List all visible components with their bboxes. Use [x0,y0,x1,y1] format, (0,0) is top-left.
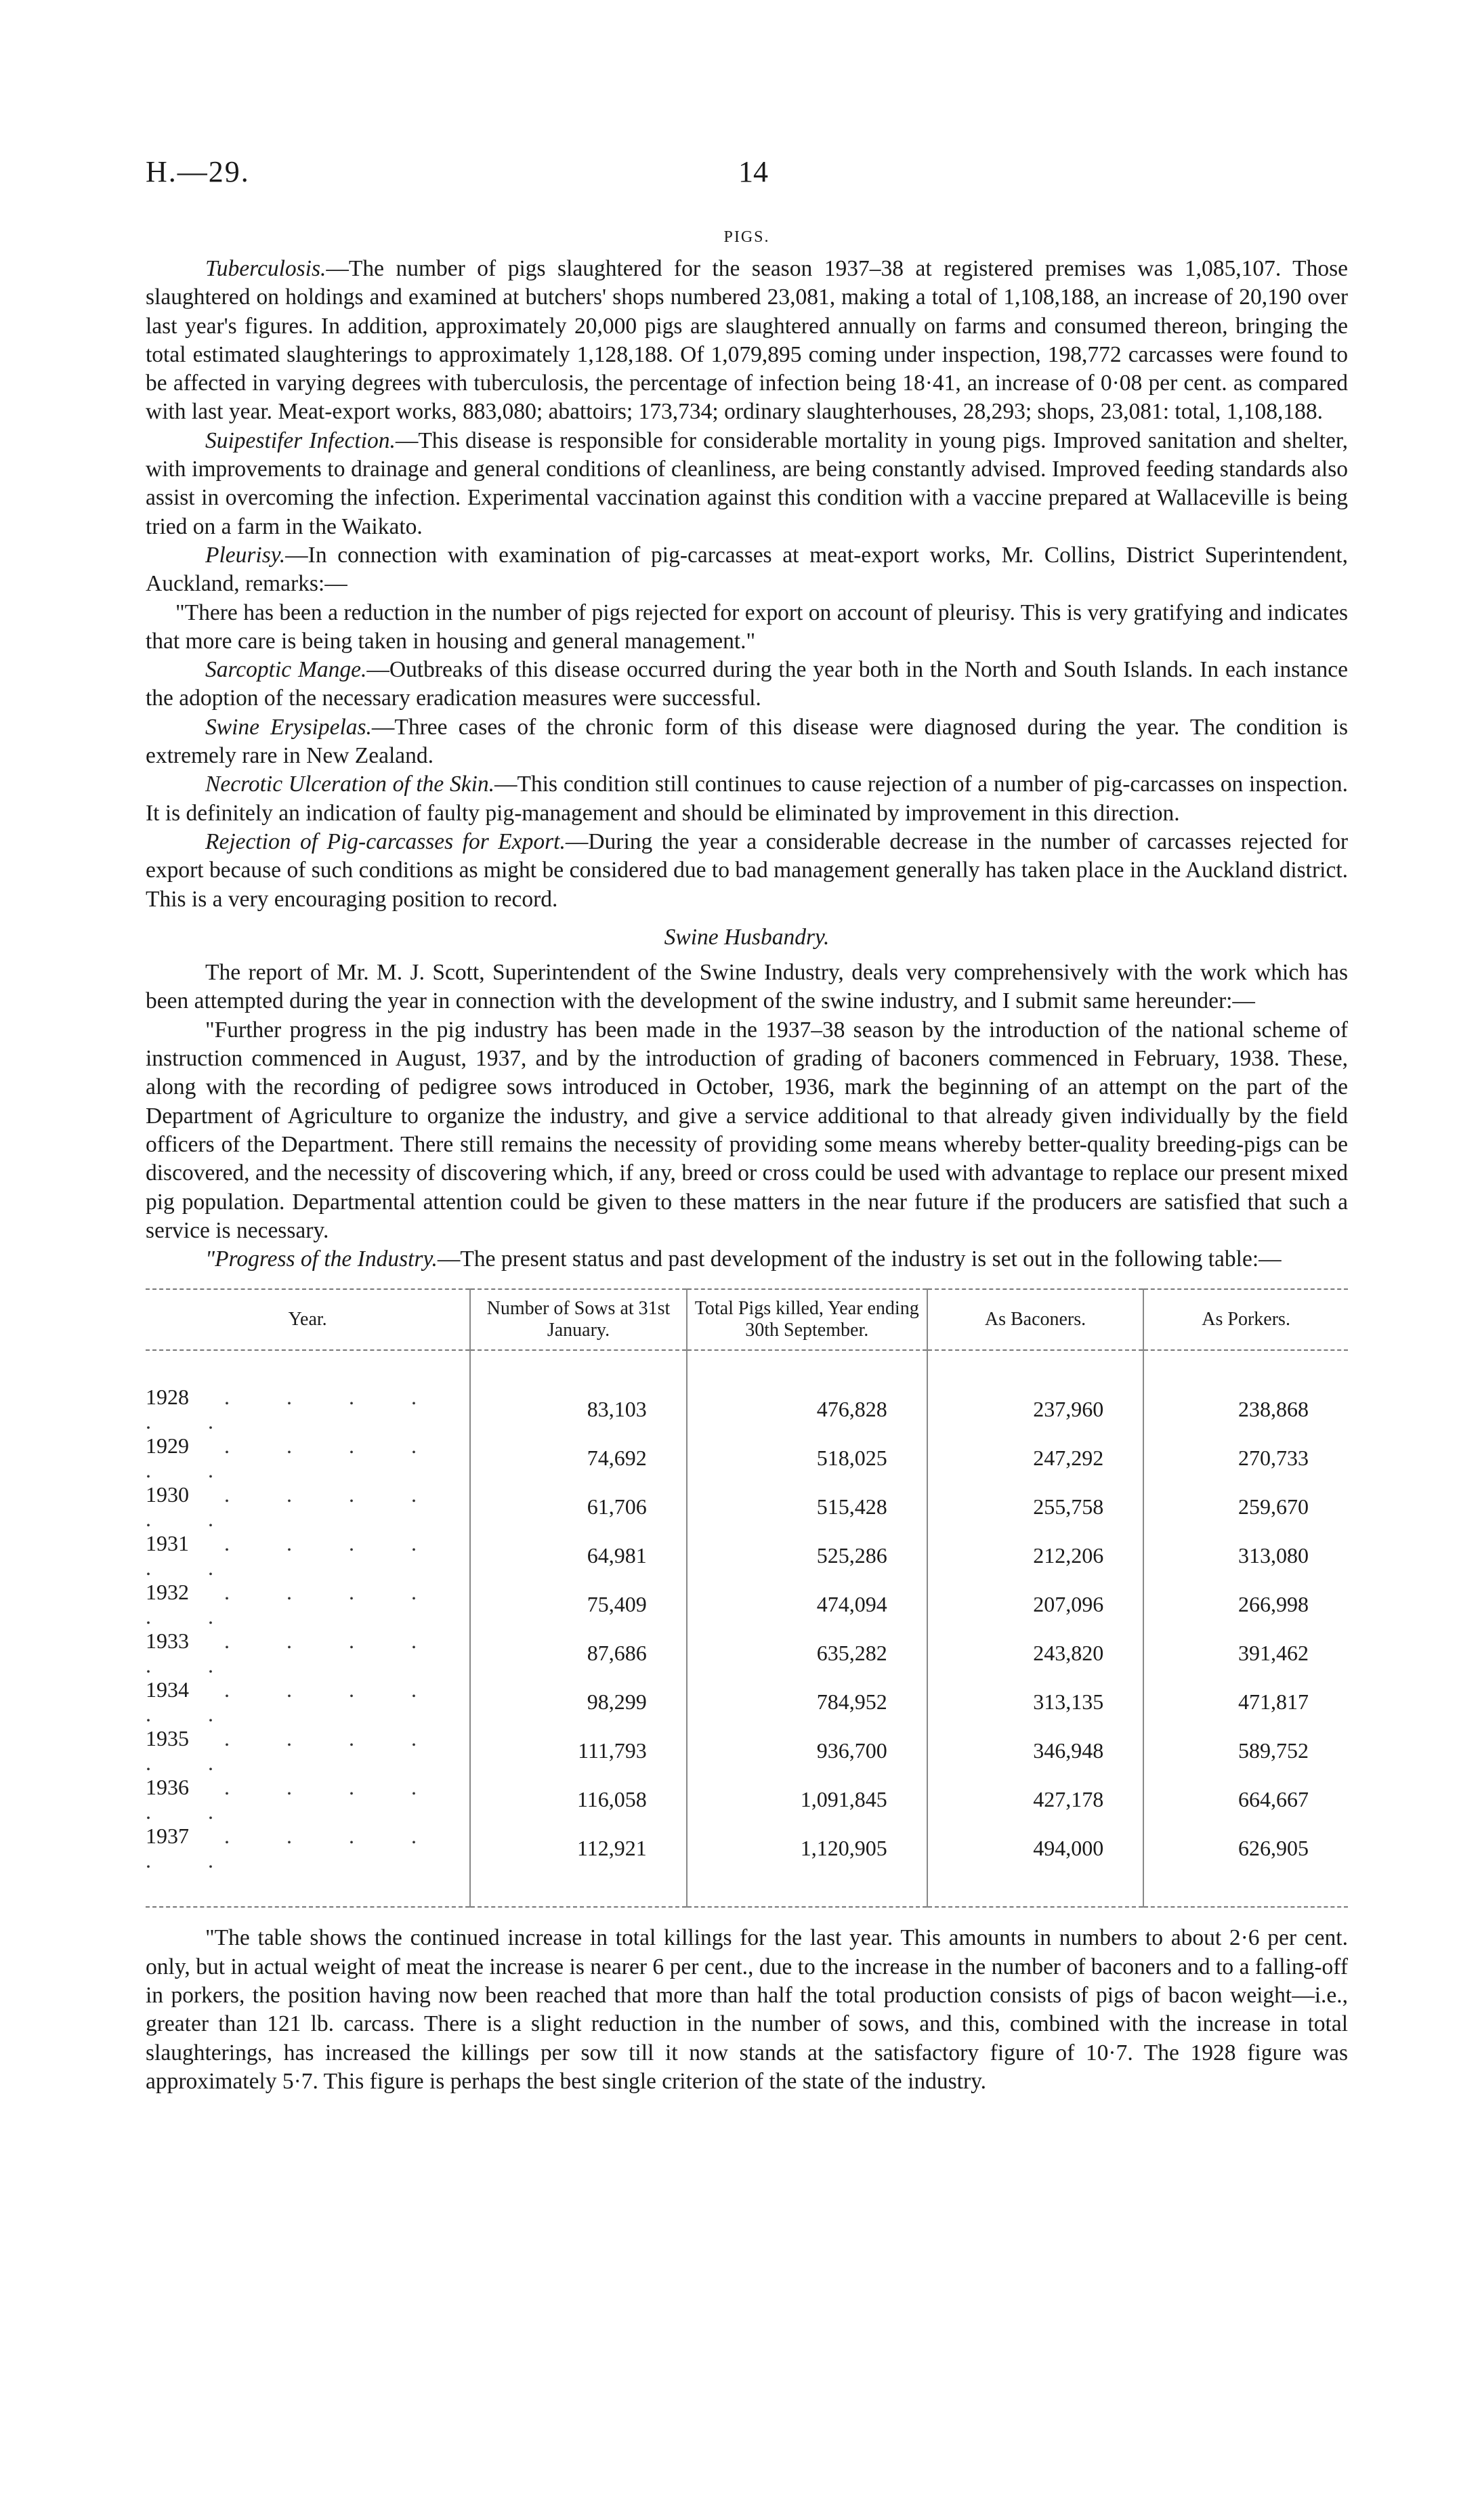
cell-year [146,1580,470,1629]
table-row [146,1726,1348,1775]
cell-baconers: 346,948 [927,1726,1144,1775]
column-header-year: Year. [146,1289,470,1350]
cell-year [146,1433,470,1482]
paragraph-pleurisy [146,541,1348,599]
table-row [146,1531,1348,1580]
cell-porkers: 313,080 [1143,1531,1348,1580]
cell-total-killed: 518,025 [687,1433,927,1482]
paragraph-text: —The number of pigs slaughtered for the season 1937–38 at registered premises was 1,085,107. Those slaughtered on holdings and examined at butchers' shops numbered 23,081, making a total of 1,108,188, an increase of 20,190 over last year's figures. In addition, approximately 20,000 pigs are slaughtered annually on farms and consumed thereon, bringing the total estimated slaughterings to approximately 1,128,188. Of 1,079,895 coming under inspection, 198,772 carcasses were found to be affected in varying degrees with tuberculosis, the percentage of infection being 18·41, an increase of 0·08 per cent. as compared with last year. Meat-export works, 883,080; abattoirs; 173,734; ordinary slaughterhouses, 28,293; shops, 23,081: total, 1,108,188. [146,256,1348,425]
closing-paragraph: "The table shows the continued increase in total killings for the last year. This amounts in numbers to about 2·6 per cent. only, but in actual weight of meat the increase is nearer 6 per cent., due to the increase in the number of baconers and to a falling-off in porkers, the position having now been reached that more than half the total production consists of pigs of bacon weight—i.e., greater than 121 lb. carcass. There is a slight reduction in the number of sows, and this, combined with the increase in total slaughterings, has increased the killings per sow till it now stands at the satisfactory figure of 10·7. The 1928 figure was approximately 5·7. This figure is perhaps the best single criterion of the state of the industry. [146,1925,1348,2094]
year-value: 1935 [146,1726,189,1751]
table-row [146,1824,1348,1872]
cell-sows: 112,921 [470,1824,687,1872]
cell-porkers: 391,462 [1143,1629,1348,1677]
paragraph-tuberculosis [146,255,1348,427]
table-row [146,1433,1348,1482]
year-value: 1928 [146,1385,189,1410]
paragraph-text: —Outbreaks of this disease occurred during the year both in the North and South Islands. In each instance the adoption of the necessary eradication measures were successful. [146,657,1348,711]
paragraph-lead: Swine Erysipelas. [205,714,372,740]
paragraph-lead: Pleurisy. [205,542,286,568]
cell-baconers: 237,960 [927,1385,1144,1433]
cell-total-killed: 525,286 [687,1531,927,1580]
year-value: 1934 [146,1677,189,1702]
year-value: 1932 [146,1580,189,1605]
table-row [146,1677,1348,1726]
cell-total-killed: 936,700 [687,1726,927,1775]
leader-dots: . . . . . . [146,1385,442,1434]
progress-paragraph [146,1245,1348,1274]
cell-porkers: 589,752 [1143,1726,1348,1775]
paragraph-lead: Sarcoptic Mange. [205,657,367,683]
cell-total-killed: 635,282 [687,1629,927,1677]
swine-intro: The report of Mr. M. J. Scott, Superintendent of the Swine Industry, deals very comprehensively with the work which has been attempted during the year in connection with the development of the swine industry, and I submit same hereunder:— [146,960,1348,1014]
year-value: 1931 [146,1531,189,1556]
paragraph-text: —This disease is responsible for considerable mortality in young pigs. Improved sanitation and shelter, with improvements to drainage and general conditions of cleanliness, are being constantly advised. Improved feeding standards also assist in overcoming the infection. Experimental vaccination against this condition with a vaccine prepared at Wallaceville is being tried on a farm in the Waikato. [146,427,1349,539]
column-header-baconers: As Baconers. [927,1289,1144,1350]
cell-year [146,1482,470,1531]
cell-total-killed: 474,094 [687,1580,927,1629]
paragraph-necrotic-ulceration [146,770,1348,828]
document-reference: H.—29. [146,155,250,188]
paragraph-lead: Tuberculosis. [205,256,326,281]
cell-total-killed: 476,828 [687,1385,927,1433]
cell-baconers: 494,000 [927,1824,1144,1872]
leader-dots: . . . . . . [146,1482,442,1532]
year-value: 1937 [146,1824,189,1849]
cell-baconers: 212,206 [927,1531,1144,1580]
paragraph-text: —Three cases of the chronic form of this disease were diagnosed during the year. The condition is extremely rare in New Zealand. [146,714,1348,769]
pleurisy-quote: "There has been a reduction in the number of pigs rejected for export on account of pleurisy. This is very gratifying and indicates that more care is being taken in housing and general management." [146,600,1348,654]
leader-dots: . . . . . . [146,1629,442,1678]
paragraph-text: —This condition still continues to cause rejection of a number of pig-carcasses on inspection. It is definitely an indication of faulty pig-management and should be eliminated by improvement in this direction. [146,772,1348,826]
cell-year [146,1531,470,1580]
page-content [146,224,1348,2096]
cell-sows: 111,793 [470,1726,687,1775]
section-title: PIGS. [723,228,770,246]
page-number: 14 [738,155,768,188]
table-row [146,1580,1348,1629]
cell-porkers: 266,998 [1143,1580,1348,1629]
table-row [146,1629,1348,1677]
swine-husbandry-title: Swine Husbandry. [664,924,830,950]
cell-baconers: 427,178 [927,1775,1144,1824]
cell-baconers: 313,135 [927,1677,1144,1726]
leader-dots: . . . . . . [146,1433,442,1483]
leader-dots: . . . . . . [146,1531,442,1580]
paragraph-swine-erysipelas [146,713,1348,771]
paragraph-lead: "Progress of the Industry. [205,1246,438,1272]
table-row [146,1482,1348,1531]
paragraph-rejection [146,828,1348,914]
cell-porkers: 270,733 [1143,1433,1348,1482]
leader-dots: . . . . . . [146,1824,442,1873]
cell-baconers: 255,758 [927,1482,1144,1531]
cell-sows: 75,409 [470,1580,687,1629]
paragraph-text: —During the year a considerable decrease in the number of carcasses rejected for export because of such conditions as might be considered due to bad management generally has taken place in the Auckland district. This is a very encouraging position to record. [146,828,1348,912]
column-header-total-killed: Total Pigs killed, Year ending 30th September. [687,1289,927,1350]
cell-baconers: 243,820 [927,1629,1144,1677]
table-row [146,1775,1348,1824]
cell-baconers: 207,096 [927,1580,1144,1629]
cell-year [146,1629,470,1677]
paragraph-text: —The present status and past development of the industry is set out in the following table:— [437,1246,1282,1272]
page-header [0,154,1480,195]
table-header-row [146,1289,1348,1350]
cell-sows: 74,692 [470,1433,687,1482]
paragraph-suipestifer [146,427,1348,541]
column-header-sows: Number of Sows at 31st January. [470,1289,687,1350]
column-header-porkers: As Porkers. [1143,1289,1348,1350]
cell-sows: 64,981 [470,1531,687,1580]
cell-sows: 87,686 [470,1629,687,1677]
industry-progress-table [146,1288,1348,1908]
cell-porkers: 626,905 [1143,1824,1348,1872]
cell-total-killed: 515,428 [687,1482,927,1531]
cell-sows: 116,058 [470,1775,687,1824]
cell-porkers: 238,868 [1143,1385,1348,1433]
paragraph-lead: Necrotic Ulceration of the Skin. [205,772,495,797]
leader-dots: . . . . . . [146,1580,442,1629]
table-row [146,1385,1348,1433]
cell-baconers: 247,292 [927,1433,1144,1482]
year-value: 1930 [146,1482,189,1507]
cell-porkers: 664,667 [1143,1775,1348,1824]
swine-quote: "Further progress in the pig industry has been made in the 1937–38 season by the introduction of the national scheme of instruction commenced in August, 1937, and by the introduction of grading of baconers commenced in February, 1938. These, along with the recording of pedigree sows introduced in October, 1936, mark the beginning of an attempt on the part of the Department of Agriculture to organize the industry, and give a service additional to that already given individually by the field officers of the Department. There still remains the necessity of providing some means whereby better-quality breeding-pigs can be discovered, and the necessity of discovering which, if any, breed or cross could be used with advantage to replace our present mixed pig population. Departmental attention could be given to these matters in the near future if the producers are satisfied that such a service is necessary. [146,1017,1348,1243]
leader-dots: . . . . . . [146,1775,442,1824]
cell-year [146,1385,470,1433]
cell-sows: 61,706 [470,1482,687,1531]
paragraph-lead: Rejection of Pig-carcasses for Export. [205,828,566,854]
cell-year [146,1824,470,1872]
leader-dots: . . . . . . [146,1677,442,1727]
cell-year [146,1677,470,1726]
cell-sows: 98,299 [470,1677,687,1726]
cell-total-killed: 1,091,845 [687,1775,927,1824]
year-value: 1936 [146,1775,189,1800]
paragraph-text: —In connection with examination of pig-carcasses at meat-export works, Mr. Collins, District Superintendent, Auckland, remarks:— [146,542,1348,597]
table-spacer-row [146,1872,1348,1907]
cell-total-killed: 1,120,905 [687,1824,927,1872]
year-value: 1929 [146,1433,189,1458]
leader-dots: . . . . . . [146,1726,442,1776]
cell-year [146,1775,470,1824]
paragraph-lead: Suipestifer Infection. [205,427,396,453]
paragraph-sarcoptic-mange [146,656,1348,713]
cell-year [146,1726,470,1775]
cell-total-killed: 784,952 [687,1677,927,1726]
table-spacer-row [146,1350,1348,1385]
cell-porkers: 259,670 [1143,1482,1348,1531]
year-value: 1933 [146,1629,189,1654]
cell-sows: 83,103 [470,1385,687,1433]
cell-porkers: 471,817 [1143,1677,1348,1726]
